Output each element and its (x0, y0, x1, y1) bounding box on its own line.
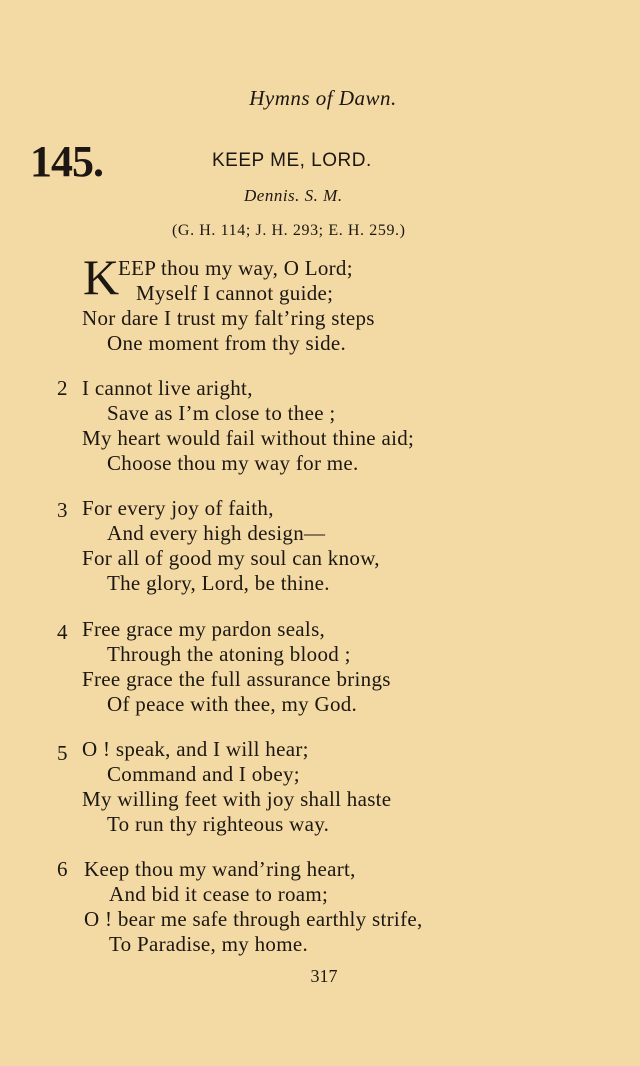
verse-line: The glory, Lord, be thine. (107, 571, 330, 595)
verse-line: For all of good my soul can know, (82, 546, 380, 570)
verse-line: O ! speak, and I will hear; (82, 737, 309, 761)
verse-line: And bid it cease to roam; (109, 882, 329, 906)
hymn-number: 145. (30, 137, 103, 186)
verse-line: To Paradise, my home. (109, 932, 309, 956)
verse-line: Of peace with thee, my God. (107, 692, 358, 716)
verse-line: To run thy righteous way. (107, 812, 330, 836)
verse-line: And every high design— (107, 521, 326, 545)
verse-number: 3 (57, 498, 68, 522)
hymn-title: KEEP ME, LORD. (212, 150, 372, 171)
verse-line: I cannot live aright, (82, 376, 253, 400)
verse-line: My heart would fail without thine aid; (82, 426, 415, 450)
verse-line: For every joy of faith, (82, 496, 274, 520)
page-number: 317 (310, 966, 338, 986)
verse-number: 2 (57, 376, 68, 400)
drop-cap: K (83, 249, 120, 305)
verse-line: One moment from thy side. (107, 331, 347, 355)
running-head: Hymns of Dawn. (249, 86, 397, 110)
verse-line: Save as I’m close to thee ; (107, 401, 336, 425)
verse-line: Free grace my pardon seals, (82, 617, 326, 641)
verse-line: Myself I cannot guide; (136, 281, 334, 305)
verse-line: Through the atoning blood ; (107, 642, 351, 666)
verse-line: Keep thou my wand’ring heart, (84, 857, 356, 881)
verse-number: 5 (57, 741, 68, 765)
verse-number: 6 (57, 857, 68, 881)
verse-number: 4 (57, 620, 68, 644)
verse-line: Free grace the full assurance brings (82, 667, 391, 691)
verse-line: Nor dare I trust my falt’ring steps (82, 306, 375, 330)
tune-name: Dennis. S. M. (244, 186, 343, 205)
verse-line: O ! bear me safe through earthly strife, (84, 907, 423, 931)
verse-line: Choose thou my way for me. (107, 451, 359, 475)
verse-line: Command and I obey; (107, 762, 300, 786)
verse-line: EEP thou my way, O Lord; (118, 256, 353, 280)
verse-line: My willing feet with joy shall haste (82, 787, 392, 811)
hymn-references: (G. H. 114; J. H. 293; E. H. 259.) (172, 222, 406, 239)
